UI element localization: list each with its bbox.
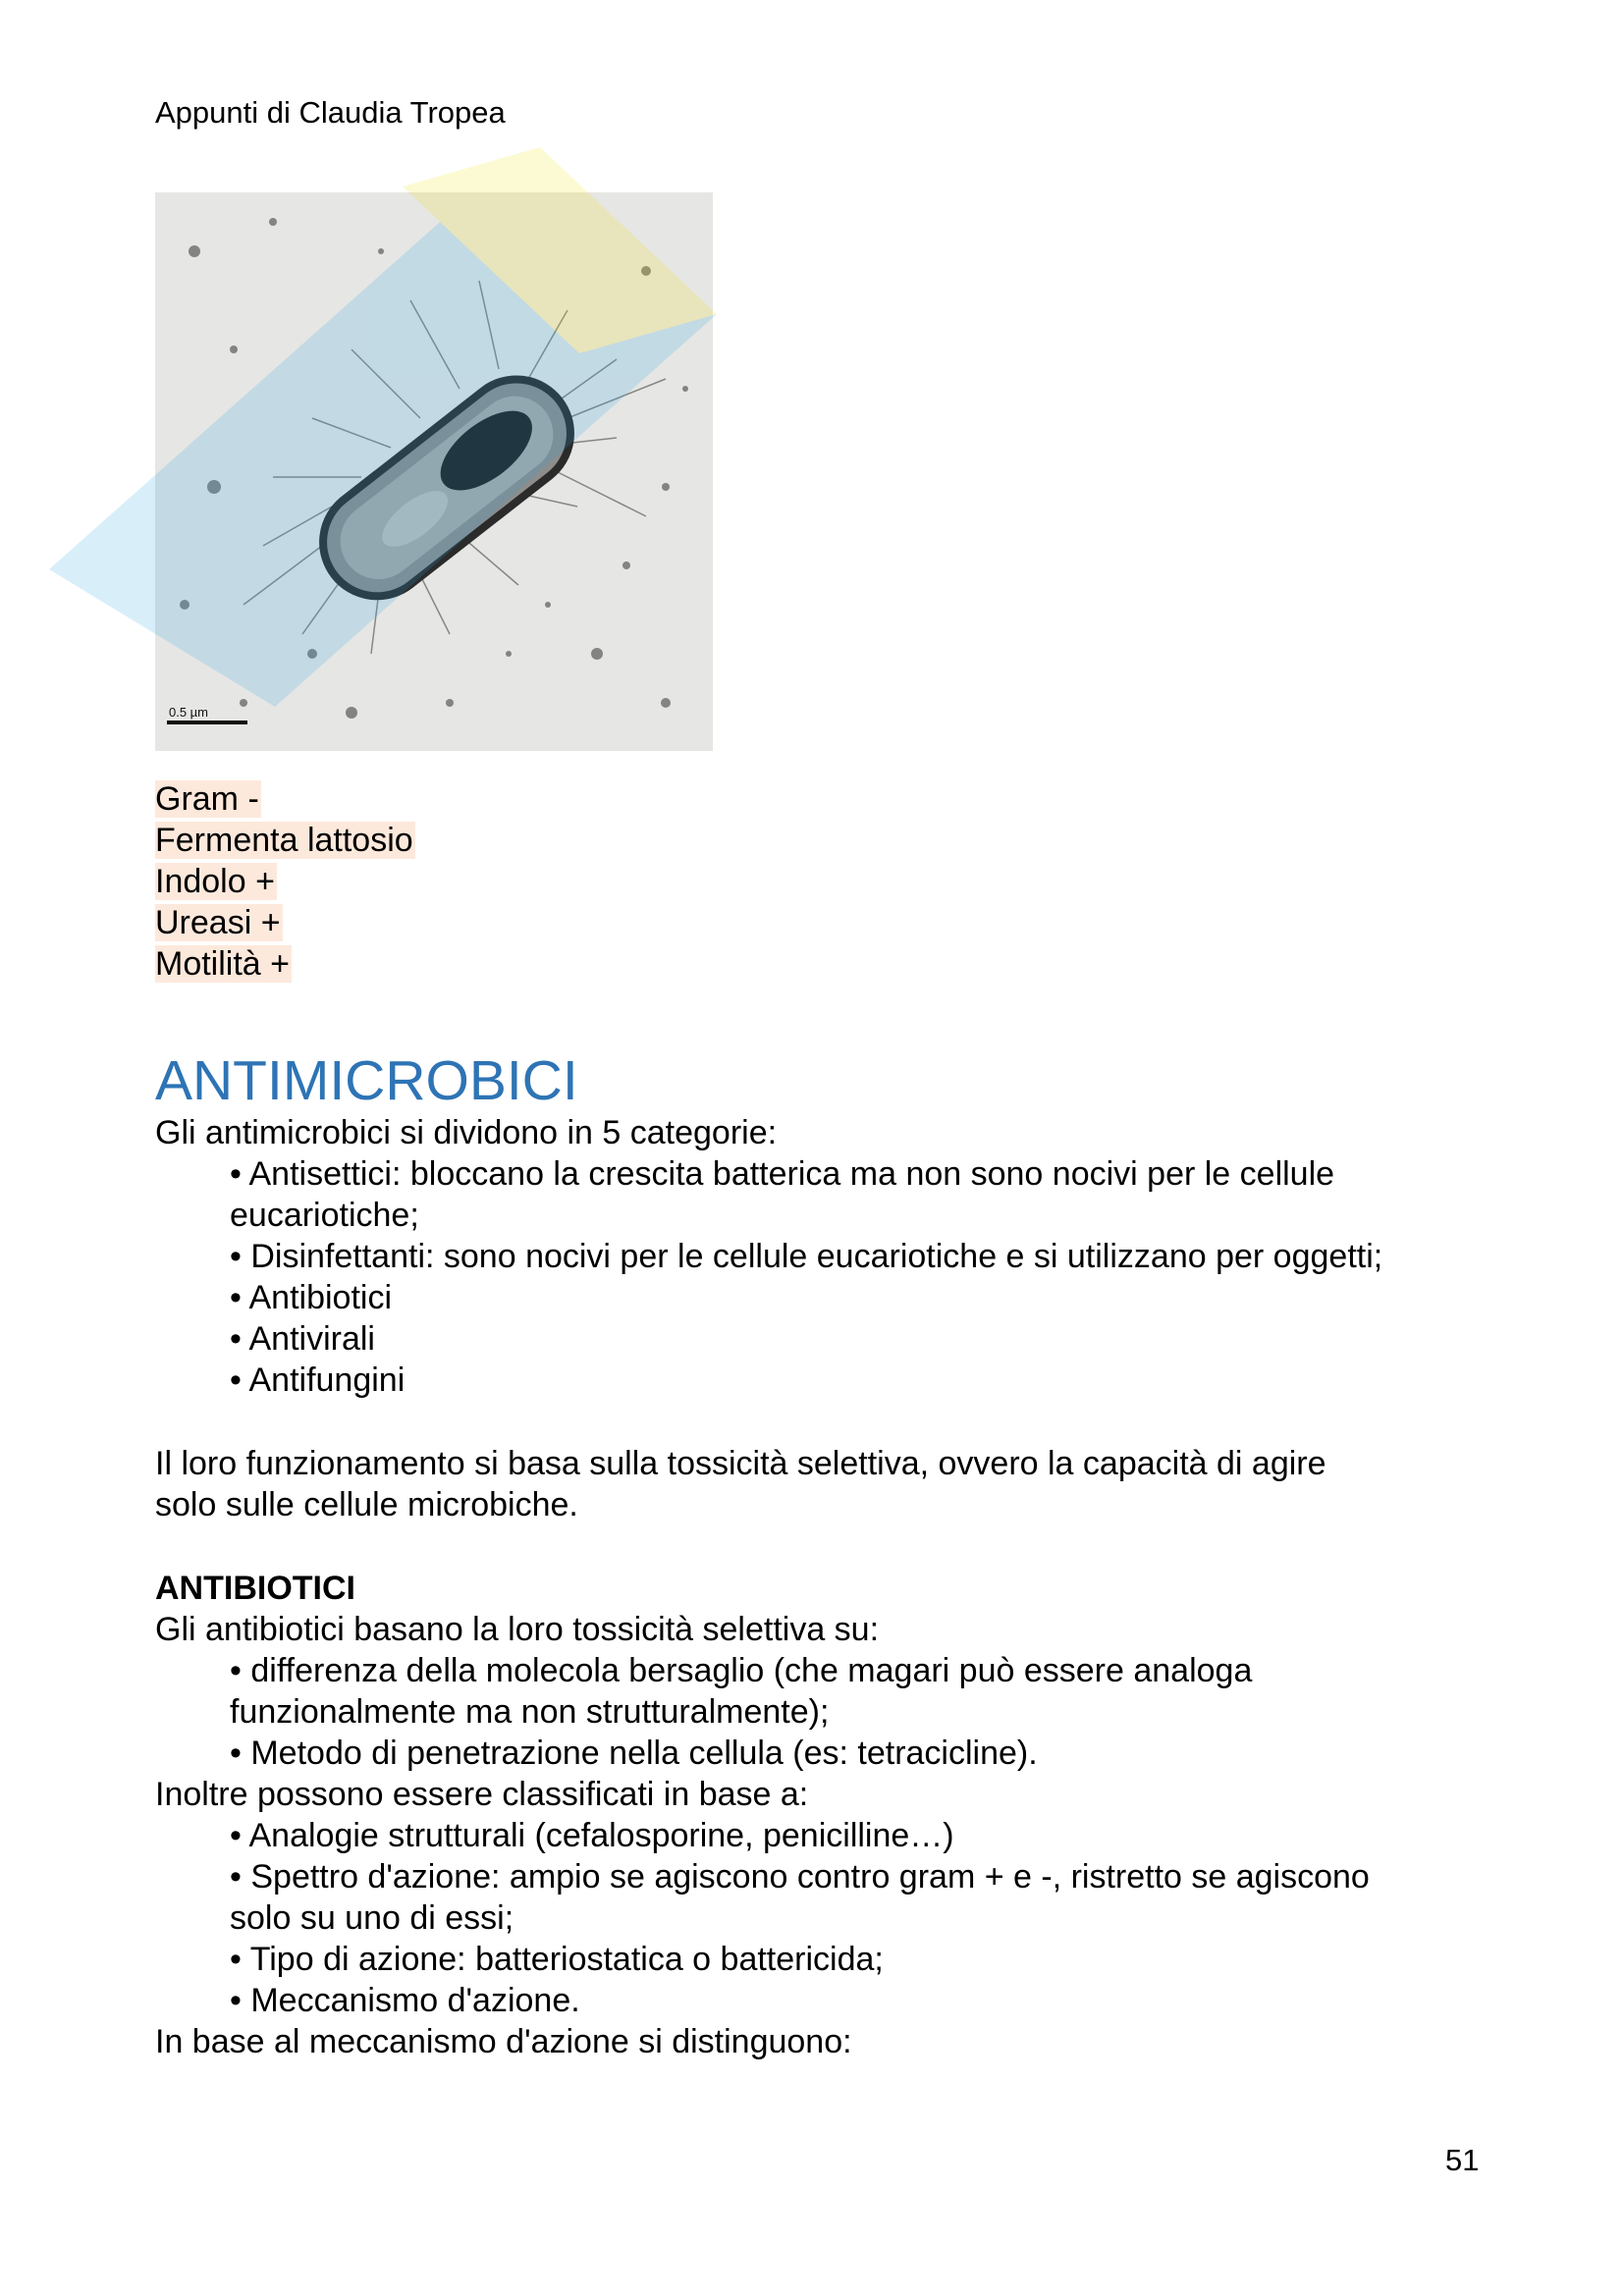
page-number: 51: [1445, 2143, 1480, 2177]
list-item: • Spettro d'azione: ampio se agiscono contro gram + e -, ristretto se agiscono: [155, 1856, 1490, 1897]
section-title: ANTIMICROBICI: [155, 1049, 578, 1112]
closing-line: In base al meccanismo d'azione si distinguono:: [155, 2023, 852, 2060]
property-urease: Ureasi +: [155, 904, 281, 941]
list-item: • Analogie strutturali (cefalosporine, penicilline…): [155, 1815, 1490, 1856]
antimicrobici-block: [155, 1112, 1490, 1401]
bacterium-micrograph: [155, 192, 713, 751]
list-item: • Meccanismo d'azione.: [155, 1980, 1490, 2021]
paragraph-line: Il loro funzionamento si basa sulla tossicità selettiva, ovvero la capacità di agire: [155, 1445, 1326, 1482]
selectivity-paragraph: [155, 1443, 1490, 1525]
property-motility: Motilità +: [155, 945, 290, 983]
list-item: • Antivirali: [155, 1318, 1490, 1360]
section-intro: Gli antimicrobici si dividono in 5 categorie:: [155, 1114, 778, 1151]
list-item: • Antisettici: bloccano la crescita batterica ma non sono nocivi per le cellule: [155, 1153, 1490, 1195]
property-gram: Gram -: [155, 780, 259, 818]
list-item-continuation: eucariotiche;: [230, 1197, 419, 1234]
classify-intro: Inoltre possono essere classificati in base a:: [155, 1776, 809, 1813]
list-item: • Antifungini: [155, 1360, 1490, 1401]
list-item: • differenza della molecola bersaglio (che magari può essere analoga: [155, 1650, 1490, 1691]
page-header-author: Appunti di Claudia Tropea: [155, 95, 506, 130]
list-item: • Antibiotici: [155, 1277, 1490, 1318]
antibiotici-block: [155, 1568, 1490, 2062]
list-item: • Disinfettanti: sono nocivi per le cellule eucariotiche e si utilizzano per oggetti;: [155, 1236, 1490, 1277]
list-item: • Tipo di azione: batteriostatica o battericida;: [155, 1939, 1490, 1980]
list-item-continuation: funzionalmente ma non strutturalmente);: [230, 1693, 830, 1731]
property-indole: Indolo +: [155, 863, 275, 900]
paragraph-line: solo sulle cellule microbiche.: [155, 1486, 578, 1523]
property-lactose: Fermenta lattosio: [155, 822, 413, 859]
bacterium-properties: [155, 778, 415, 985]
micrograph-image: [155, 192, 713, 751]
scale-bar-label: 0.5 µm: [169, 705, 209, 720]
list-item-continuation: solo su uno di essi;: [230, 1899, 514, 1937]
list-item: • Metodo di penetrazione nella cellula (es: tetracicline).: [155, 1733, 1490, 1774]
antibiotici-intro: Gli antibiotici basano la loro tossicità selettiva su:: [155, 1611, 880, 1648]
subsection-heading: ANTIBIOTICI: [155, 1570, 355, 1607]
